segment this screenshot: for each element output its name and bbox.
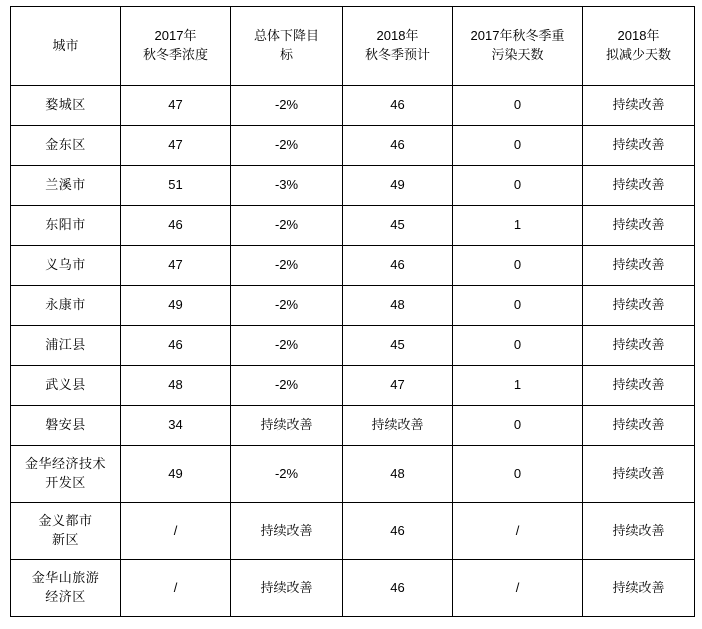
city-line: 新区 xyxy=(51,532,79,547)
cell-city xyxy=(11,206,121,246)
city-line: 金华山旅游 xyxy=(31,570,100,586)
cell-2018-forecast: 持续改善 xyxy=(343,406,453,446)
cell-2017-concentration: / xyxy=(121,560,231,617)
cell-reduction-target: 持续改善 xyxy=(231,406,343,446)
cell-reduction-target: -2% xyxy=(231,86,343,126)
cell-2017-concentration: 47 xyxy=(121,86,231,126)
table-row xyxy=(11,206,695,246)
city-line: 武义县 xyxy=(45,377,86,393)
city-line: 永康市 xyxy=(45,297,86,313)
header-row xyxy=(11,7,695,86)
table-row xyxy=(11,503,695,560)
table-body xyxy=(11,86,695,617)
cell-reduction-target: -2% xyxy=(231,126,343,166)
cell-heavy-pollution-days: 0 xyxy=(453,246,583,286)
cell-planned-day-reduction: 持续改善 xyxy=(583,206,695,246)
cell-planned-day-reduction: 持续改善 xyxy=(583,326,695,366)
cell-reduction-target: -2% xyxy=(231,326,343,366)
cell-city xyxy=(11,246,121,286)
city-line: 经济区 xyxy=(45,589,86,604)
header-line: 标 xyxy=(279,47,293,62)
city-line: 金义都市 xyxy=(38,513,93,529)
cell-reduction-target: -2% xyxy=(231,206,343,246)
cell-planned-day-reduction: 持续改善 xyxy=(583,560,695,617)
cell-reduction-target: 持续改善 xyxy=(231,560,343,617)
cell-city xyxy=(11,503,121,560)
cell-2017-concentration: 47 xyxy=(121,126,231,166)
table-row xyxy=(11,286,695,326)
table-row xyxy=(11,86,695,126)
cell-2017-concentration: 46 xyxy=(121,326,231,366)
header-line: 拟减少天数 xyxy=(605,47,671,62)
cell-2018-forecast: 46 xyxy=(343,86,453,126)
cell-city xyxy=(11,406,121,446)
cell-city xyxy=(11,166,121,206)
cell-reduction-target: -2% xyxy=(231,286,343,326)
cell-planned-day-reduction: 持续改善 xyxy=(583,86,695,126)
header-line: 秋冬季浓度 xyxy=(142,47,208,62)
table-row xyxy=(11,406,695,446)
city-line: 兰溪市 xyxy=(45,177,86,193)
cell-heavy-pollution-days: / xyxy=(453,503,583,560)
cell-2017-concentration: 51 xyxy=(121,166,231,206)
cell-heavy-pollution-days: 0 xyxy=(453,86,583,126)
cell-planned-day-reduction: 持续改善 xyxy=(583,286,695,326)
cell-city xyxy=(11,366,121,406)
cell-planned-day-reduction: 持续改善 xyxy=(583,406,695,446)
cell-heavy-pollution-days: 0 xyxy=(453,326,583,366)
cell-planned-day-reduction: 持续改善 xyxy=(583,166,695,206)
cell-2017-concentration: / xyxy=(121,503,231,560)
cell-planned-day-reduction: 持续改善 xyxy=(583,366,695,406)
cell-2018-forecast: 49 xyxy=(343,166,453,206)
cell-city xyxy=(11,126,121,166)
cell-heavy-pollution-days: 0 xyxy=(453,126,583,166)
cell-heavy-pollution-days: 0 xyxy=(453,406,583,446)
city-line: 浦江县 xyxy=(45,337,86,353)
cell-reduction-target: -2% xyxy=(231,246,343,286)
cell-2017-concentration: 47 xyxy=(121,246,231,286)
cell-planned-day-reduction: 持续改善 xyxy=(583,246,695,286)
table-row xyxy=(11,366,695,406)
cell-2018-forecast: 45 xyxy=(343,206,453,246)
cell-2018-forecast: 46 xyxy=(343,560,453,617)
table-row xyxy=(11,166,695,206)
cell-city xyxy=(11,86,121,126)
cell-planned-day-reduction: 持续改善 xyxy=(583,446,695,503)
table-row xyxy=(11,446,695,503)
header-cell-overall-reduction-target xyxy=(231,7,343,86)
cell-heavy-pollution-days: 1 xyxy=(453,206,583,246)
header-line: 污染天数 xyxy=(491,47,544,62)
city-line: 义乌市 xyxy=(45,257,86,273)
cell-reduction-target: -3% xyxy=(231,166,343,206)
cell-heavy-pollution-days: 0 xyxy=(453,286,583,326)
cell-heavy-pollution-days: 0 xyxy=(453,166,583,206)
cell-2018-forecast: 48 xyxy=(343,286,453,326)
cell-city xyxy=(11,560,121,617)
cell-planned-day-reduction: 持续改善 xyxy=(583,126,695,166)
table-header xyxy=(11,7,695,86)
cell-2018-forecast: 48 xyxy=(343,446,453,503)
cell-planned-day-reduction: 持续改善 xyxy=(583,503,695,560)
table-row xyxy=(11,560,695,617)
cell-2018-forecast: 45 xyxy=(343,326,453,366)
header-line: 2018年 xyxy=(617,28,660,44)
cell-city xyxy=(11,326,121,366)
cell-2018-forecast: 47 xyxy=(343,366,453,406)
table-row xyxy=(11,326,695,366)
header-line: 2018年 xyxy=(376,28,419,44)
city-line: 金华经济技术 xyxy=(24,456,106,472)
header-line: 2017年秋冬季重 xyxy=(470,28,565,44)
table-row xyxy=(11,126,695,166)
city-line: 金东区 xyxy=(45,137,86,153)
city-line: 东阳市 xyxy=(45,217,86,233)
cell-2017-concentration: 49 xyxy=(121,286,231,326)
cell-reduction-target: 持续改善 xyxy=(231,503,343,560)
header-cell-2018-forecast xyxy=(343,7,453,86)
table-row xyxy=(11,246,695,286)
header-line: 总体下降目 xyxy=(253,28,319,44)
cell-city xyxy=(11,446,121,503)
cell-heavy-pollution-days: 1 xyxy=(453,366,583,406)
header-line: 秋冬季预计 xyxy=(364,47,430,62)
header-line: 城市 xyxy=(52,37,79,53)
cell-heavy-pollution-days: 0 xyxy=(453,446,583,503)
cell-reduction-target: -2% xyxy=(231,366,343,406)
cell-city xyxy=(11,286,121,326)
cell-2018-forecast: 46 xyxy=(343,246,453,286)
cell-2017-concentration: 48 xyxy=(121,366,231,406)
cell-2017-concentration: 34 xyxy=(121,406,231,446)
cell-2017-concentration: 49 xyxy=(121,446,231,503)
cell-2017-concentration: 46 xyxy=(121,206,231,246)
cell-heavy-pollution-days: / xyxy=(453,560,583,617)
air-quality-table xyxy=(10,6,695,617)
city-line: 婺城区 xyxy=(45,97,86,113)
city-line: 磐安县 xyxy=(45,417,86,433)
header-cell-2018-planned-day-reduction xyxy=(583,7,695,86)
cell-reduction-target: -2% xyxy=(231,446,343,503)
cell-2018-forecast: 46 xyxy=(343,126,453,166)
header-cell-2017-heavy-pollution-days xyxy=(453,7,583,86)
header-cell-city xyxy=(11,7,121,86)
cell-2018-forecast: 46 xyxy=(343,503,453,560)
header-cell-2017-concentration xyxy=(121,7,231,86)
city-line: 开发区 xyxy=(45,475,86,490)
header-line: 2017年 xyxy=(154,28,197,44)
